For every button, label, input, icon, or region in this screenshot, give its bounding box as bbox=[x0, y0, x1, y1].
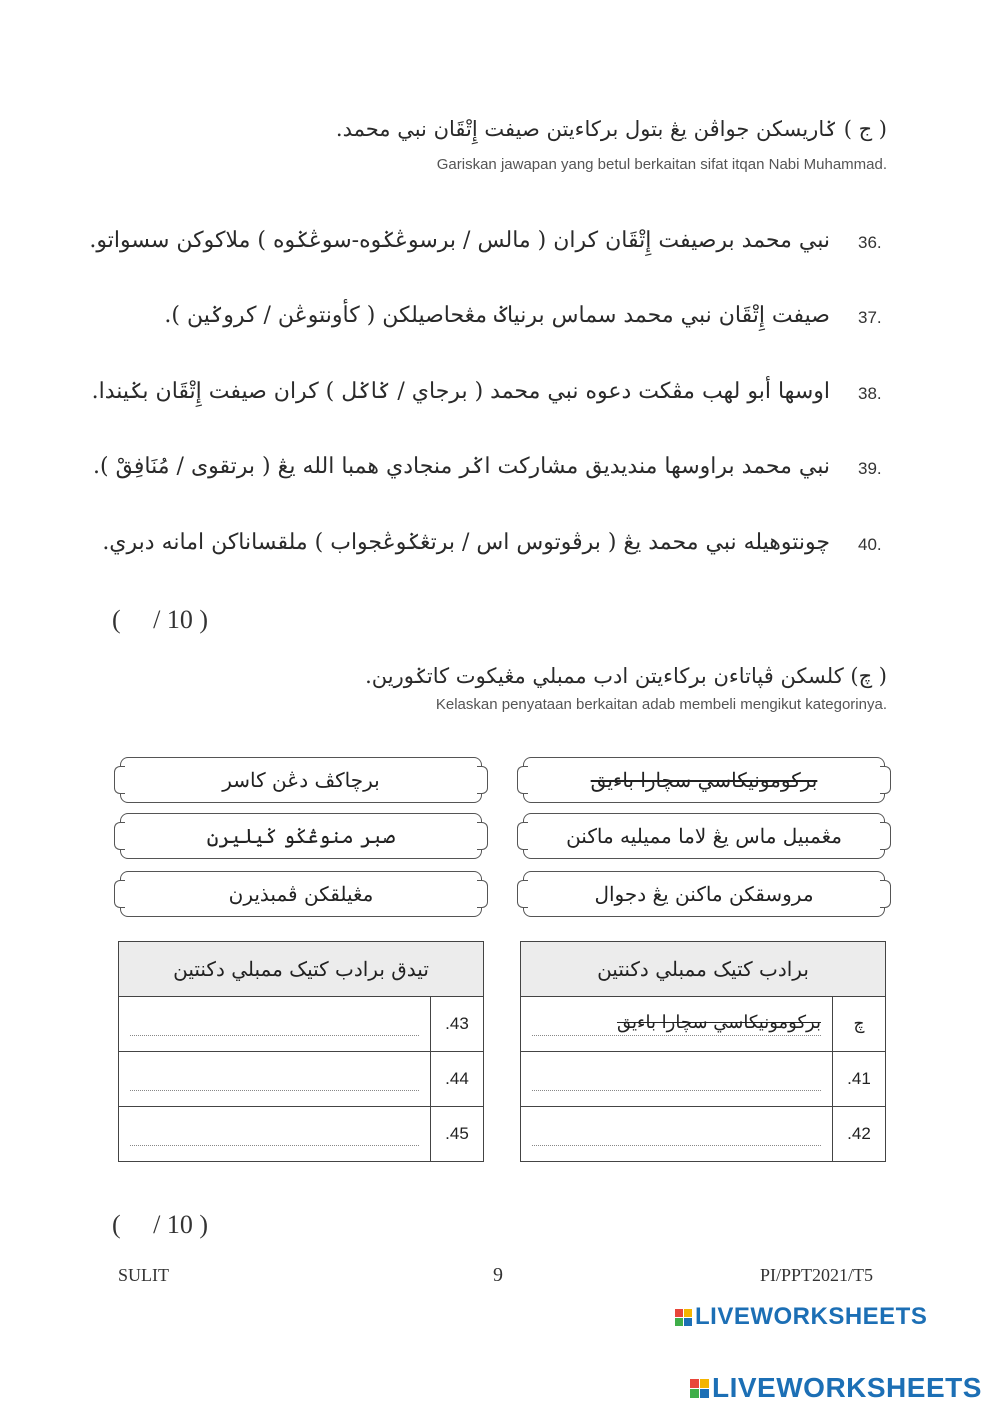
table-row bbox=[521, 1107, 886, 1162]
section-d-instruction-latin: Kelaskan penyataan berkaitan adab membeli mengikut kategorinya. bbox=[435, 696, 887, 713]
row-number: .44 bbox=[431, 1052, 484, 1107]
statement-text: مڠمبيل ماس يڠ لاما مميليه ماکنن bbox=[566, 824, 842, 848]
statement-text: مروسقکن ماکنن يڠ دجوال bbox=[594, 882, 814, 906]
answer-drop-zone[interactable] bbox=[521, 1052, 833, 1107]
row-number: .43 bbox=[431, 997, 484, 1052]
logo-text: LIVEWORKSHEETS bbox=[712, 1372, 982, 1403]
answer-drop-zone[interactable] bbox=[119, 1107, 431, 1162]
table-header: برادب کتيک ممبلي دکنتين bbox=[521, 942, 886, 997]
logo-mark-icon bbox=[675, 1309, 692, 1326]
table-row bbox=[521, 1052, 886, 1107]
row-number: .45 bbox=[431, 1107, 484, 1162]
example-answer: برکومونيکاسي سچارا باءيق bbox=[616, 1011, 821, 1033]
score-box: ( / 10 ) bbox=[112, 605, 209, 634]
row-number: .41 bbox=[833, 1052, 886, 1107]
statement-text: مڠيلقکن ڤمبذيرن bbox=[228, 882, 374, 906]
statement-card[interactable] bbox=[120, 757, 482, 803]
table-row bbox=[119, 997, 484, 1052]
answer-drop-zone[interactable] bbox=[119, 997, 431, 1052]
section-d-instruction: ( چ) کلسکن ڤڽاتاءن برکاءيتن ادب ممبلي مڠيکوت کاتݢورين. bbox=[365, 664, 887, 688]
section-c-instruction-latin: Gariskan jawapan yang betul berkaitan sifat itqan Nabi Muhammad. bbox=[436, 156, 887, 173]
liveworksheets-logo bbox=[690, 1372, 982, 1404]
statement-text: برچاکڤ دڠن کاسر bbox=[222, 768, 380, 792]
statement-text: صبر منوڠݢو ݢيليرن bbox=[206, 824, 396, 848]
question-number: 39. bbox=[858, 459, 882, 478]
statement-card[interactable] bbox=[523, 813, 885, 859]
question-number: 38. bbox=[858, 384, 882, 403]
footer-classification: SULIT bbox=[118, 1265, 169, 1285]
question-text[interactable]: اوسها أبو لهب مڤکت دعوه نبي محمد ( برجاي / ݢاݢل ) کران صيفت إِتْقَان بݢيندا. bbox=[91, 379, 830, 404]
logo-text: LIVEWORKSHEETS bbox=[695, 1303, 928, 1330]
table-row bbox=[119, 1107, 484, 1162]
statement-card[interactable] bbox=[523, 871, 885, 917]
statement-card[interactable] bbox=[120, 871, 482, 917]
question-text[interactable]: صيفت إِتْقَان نبي محمد سماس برنياݢ مڠحاصيلکن ( کأونتوڠن / کروݢين ). bbox=[164, 303, 830, 328]
table-row bbox=[119, 1052, 484, 1107]
answer-drop-zone[interactable] bbox=[521, 1107, 833, 1162]
table-header: تيدق برادب کتيک ممبلي دکنتين bbox=[119, 942, 484, 997]
question-number: 40. bbox=[858, 535, 882, 554]
question-text[interactable]: چونتوهيله نبي محمد يڠ ( برڤوتوس اس / برتڠݢوڠجواب ) ملقساناکن امانه دبري. bbox=[102, 530, 830, 555]
row-number: .42 bbox=[833, 1107, 886, 1162]
question-number: 37. bbox=[858, 308, 882, 327]
answer-drop-zone[interactable] bbox=[119, 1052, 431, 1107]
answer-drop-zone[interactable] bbox=[521, 997, 833, 1052]
category-table-polite bbox=[520, 941, 886, 1162]
statement-text: برکومونيکاسي سچارا باءيق bbox=[590, 768, 818, 792]
table-row bbox=[521, 997, 886, 1052]
question-number: 36. bbox=[858, 233, 882, 252]
section-c-instruction: ( ج ) ݢاريسکن جواڤن يڠ بتول برکاءيتن صيفت إِتْقَان نبي محمد. bbox=[335, 117, 887, 141]
category-table-not-polite bbox=[118, 941, 484, 1162]
statement-card-used[interactable] bbox=[523, 757, 885, 803]
row-number: چ bbox=[833, 997, 886, 1052]
liveworksheets-logo bbox=[675, 1303, 927, 1331]
footer-page-number: 9 bbox=[493, 1264, 503, 1286]
question-text[interactable]: نبي محمد براوسها منديديق مشارکت اݢر منجادي همبا الله يڠ ( برتقوى / مُنَافِقْ ). bbox=[93, 454, 830, 479]
logo-mark-icon bbox=[690, 1379, 709, 1398]
footer-code: PI/PPT2021/T5 bbox=[760, 1265, 874, 1285]
question-text[interactable]: نبي محمد برصيفت إِتْقَان کران ( مالس / برسوڠݢوه-سوڠݢوه ) ملاکوکن سسواتو. bbox=[89, 228, 830, 253]
score-box: ( / 10 ) bbox=[112, 1210, 209, 1239]
statement-card[interactable] bbox=[120, 813, 482, 859]
